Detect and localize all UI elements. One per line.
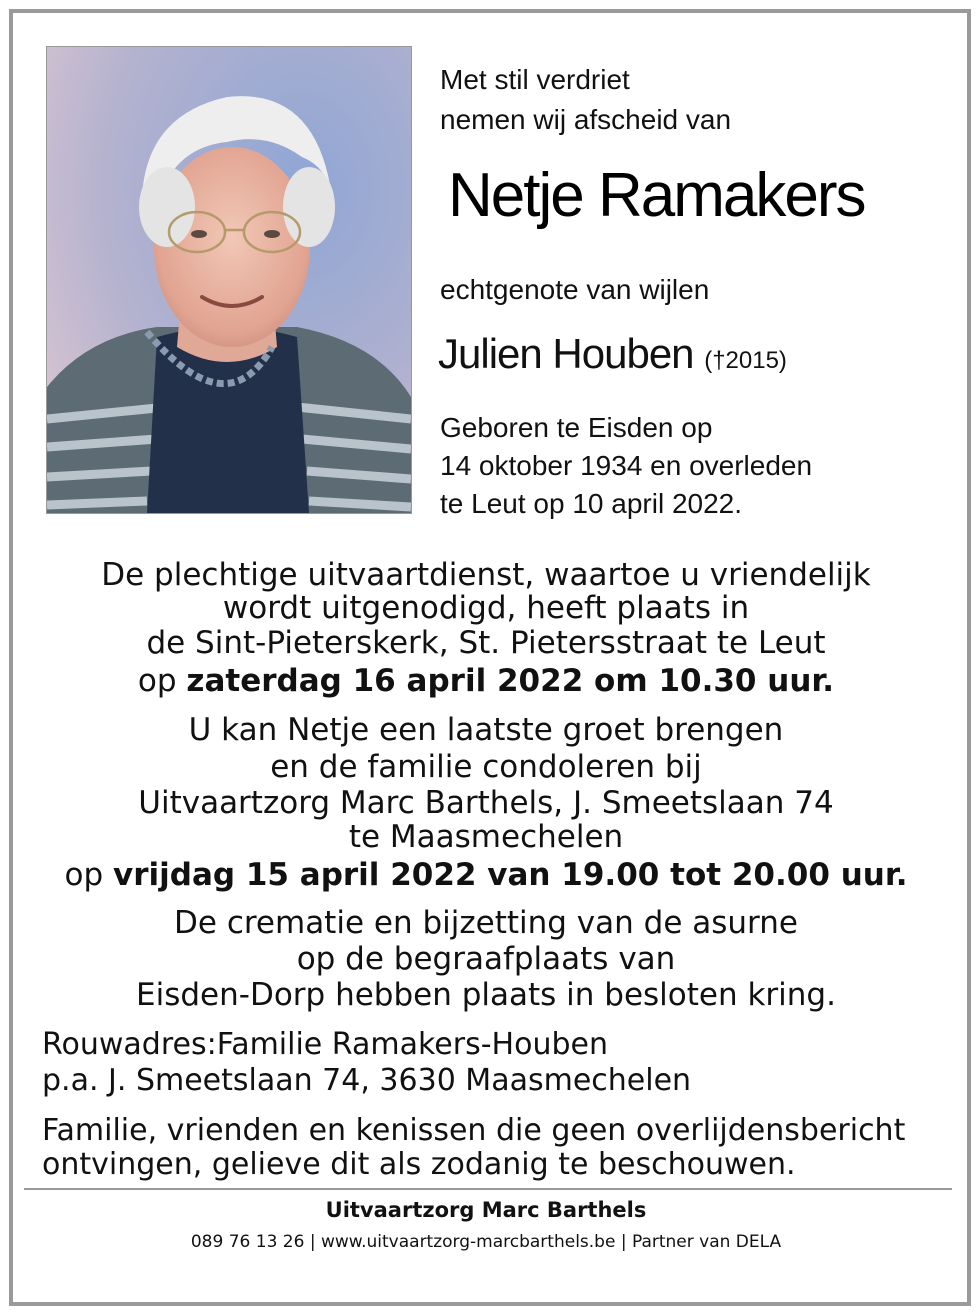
service-date: zaterdag 16 april 2022 om 10.30 uur. [186, 663, 835, 699]
service-line-1: De plechtige uitvaartdienst, waartoe u vriendelijk [101, 557, 871, 593]
portrait-illustration [47, 47, 411, 513]
service-date-prefix: op [137, 663, 187, 699]
visitation-line-1: U kan Netje een laatste groet brengen [188, 712, 784, 748]
cremation-line-2: op de begraafplaats van [296, 941, 676, 977]
visitation-date-line [20, 857, 952, 893]
birth-line-3: te Leut op 10 april 2022. [440, 488, 743, 519]
visitation-date: vrijdag 15 april 2022 van 19.00 tot 20.00 uur. [113, 857, 908, 893]
service-date-line [20, 663, 952, 699]
visitation-line-3: Uitvaartzorg Marc Barthels, J. Smeetslaan 74 [138, 785, 834, 821]
footer-contact: 089 76 13 26 | www.uitvaartzorg-marcbarthels.be | Partner van DELA [190, 1232, 782, 1252]
service-line-2: wordt uitgenodigd, heeft plaats in [222, 590, 750, 626]
birth-line-2: 14 oktober 1934 en overleden [440, 450, 813, 481]
visitation-line-2: en de familie condoleren bij [270, 749, 702, 785]
closing-line-1: Familie, vrienden en kenissen die geen overlijdensbericht [42, 1113, 906, 1148]
intro-line-1: Met stil verdriet [440, 64, 630, 95]
visitation-line-4: te Maasmechelen [348, 819, 624, 855]
closing-line-2: ontvingen, gelieve dit als zodanig te beschouwen. [42, 1147, 796, 1182]
spouse-line [438, 330, 787, 378]
address-line-1: Rouwadres:Familie Ramakers-Houben [42, 1027, 608, 1062]
footer-company: Uitvaartzorg Marc Barthels [325, 1198, 647, 1222]
portrait-photo [46, 46, 412, 514]
visitation-date-prefix: op [64, 857, 113, 893]
deceased-name: Netje Ramakers [448, 161, 865, 230]
service-line-3: de Sint-Pieterskerk, St. Pietersstraat te Leut [146, 625, 826, 661]
address-line-2: p.a. J. Smeetslaan 74, 3630 Maasmechelen [42, 1063, 692, 1098]
spouse-death-year: (†2015) [704, 347, 787, 374]
footer-divider [24, 1188, 952, 1190]
cremation-line-3: Eisden-Dorp hebben plaats in besloten kring. [136, 977, 836, 1013]
birth-line-1: Geboren te Eisden op [440, 412, 713, 443]
cremation-line-1: De crematie en bijzetting van de asurne [174, 905, 798, 941]
spouse-name: Julien Houben [438, 330, 694, 377]
spouse-intro: echtgenote van wijlen [440, 274, 710, 305]
intro-line-2: nemen wij afscheid van [440, 104, 732, 135]
